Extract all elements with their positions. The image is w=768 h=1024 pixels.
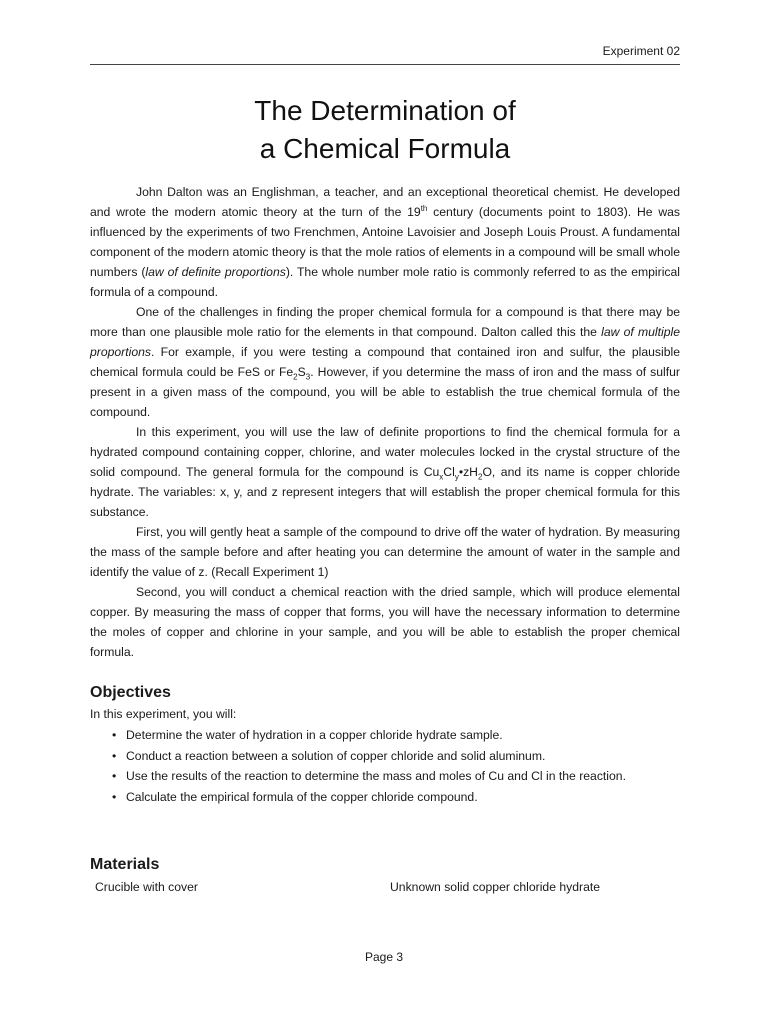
running-header: Experiment 02: [602, 44, 680, 58]
title-line-2: a Chemical Formula: [259, 133, 511, 164]
introduction: [90, 182, 680, 662]
paragraph-1: John Dalton was an Englishman, a teacher, and an exceptional theoretical chemist. He developed and wrote the modern atomic theory at the turn of the 19th century (documents point to 1803). He was influenced by the experiments of two Frenchmen, Antoine Lavoisier and Joseph Louis Proust. A fundamental component of the modern atomic theory is that the mole ratios of elements in a compound will be small whole numbers (law of definite proportions). The whole number mole ratio is commonly referred to as the empirical formula of a compound.: [90, 185, 680, 299]
header-divider: [90, 64, 680, 65]
materials-heading: Materials: [90, 856, 160, 873]
material-item: Unknown solid copper chloride hydrate: [390, 880, 601, 894]
page-title: [90, 92, 680, 168]
paragraph-3: In this experiment, you will use the law of definite proportions to find the chemical formula for a hydrated compound containing copper, chlorine, and water molecules locked in the crystal structure of the solid compound. The general formula for the compound is $Cu_xCl_y•zH_2O$, and its name is copper chloride hydrate. The variables: x, y, and z represent integers that will establish the proper chemical formula for this substance.: [90, 425, 680, 519]
paragraph-5: Second, you will conduct a chemical reaction with the dried sample, which will produce elemental copper. By measuring the mass of copper that forms, you will have the necessary information to determine the moles of copper and chlorine in your sample, and you will be able to establish the proper chemical formula.: [90, 585, 680, 659]
objectives-intro: In this experiment, you will:: [90, 707, 237, 721]
objectives-list: [90, 725, 626, 807]
material-item: Crucible with cover: [95, 880, 198, 894]
objectives-heading: Objectives: [90, 684, 171, 701]
page-number: Page 3: [364, 950, 404, 964]
list-item: • Determine the water of hydration in a copper chloride hydrate sample.: [90, 725, 626, 746]
list-item: • Conduct a reaction between a solution of copper chloride and solid aluminum.: [90, 746, 626, 767]
paragraph-4: First, you will gently heat a sample of the compound to drive off the water of hydration. By measuring the mass of the sample before and after heating you can determine the amount of water in the sample and identify the value of z. (Recall Experiment 1): [90, 525, 680, 579]
paragraph-2: One of the challenges in finding the proper chemical formula for a compound is that there may be more than one plausible mole ratio for the elements in that compound. Dalton called this the law of multiple proportions. For example, if you were testing a compound that contained iron and sulfur, the plausible chemical formula could be FeS or $Fe_2S_3$. However, if you determine the mass of iron and the mass of sulfur present in a given mass of the compound, you will be able to establish the true chemical formula of the compound.: [90, 305, 680, 419]
list-item: • Use the results of the reaction to determine the mass and moles of Cu and Cl in the reaction.: [90, 766, 626, 787]
title-line-1: The Determination of: [254, 95, 516, 126]
list-item: • Calculate the empirical formula of the copper chloride compound.: [90, 787, 626, 808]
